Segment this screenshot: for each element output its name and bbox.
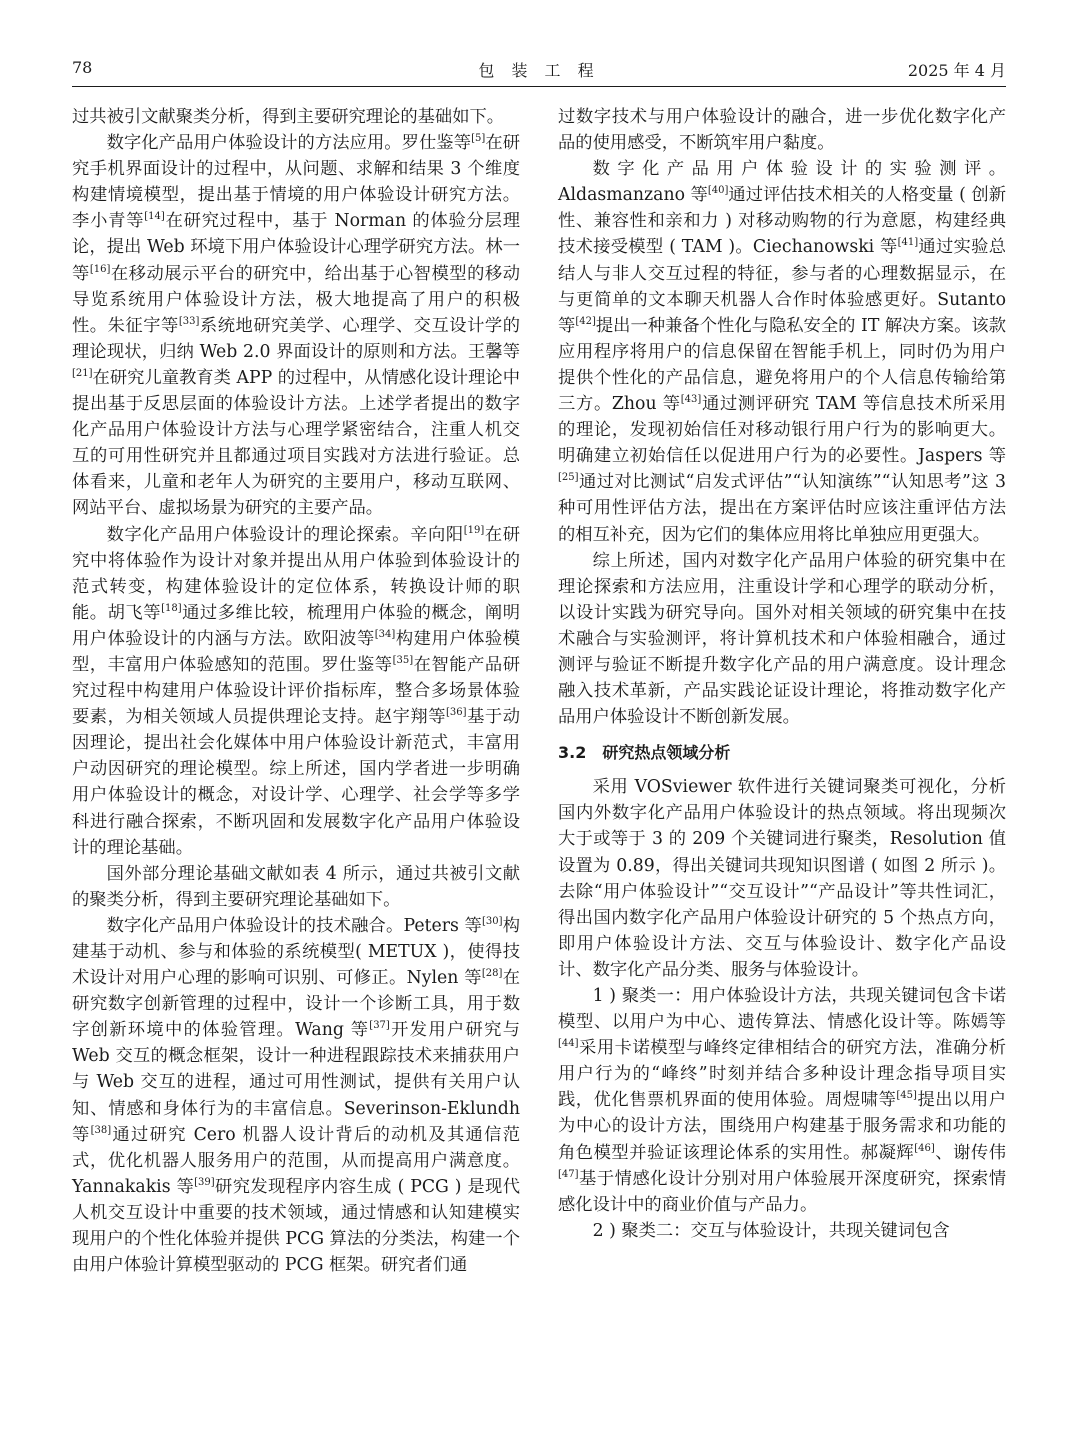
- text-run: 系统地研究美学、心理学、交互设计学的理论现状，归纳 Web 2.0 界面设计的原则和方法。王馨等: [72, 315, 520, 362]
- text-run: 在研究数字创新管理的过程中，设计一个诊断工具，用于数字创新环境中的体验管理。Wang 等: [72, 968, 520, 1041]
- citation: [16]: [89, 263, 111, 275]
- issue-date: 2025 年 4 月: [907, 61, 1006, 80]
- text-run: 数字化产品用户体验设计的实验测评。Aldasmanzano 等: [558, 159, 1006, 206]
- text-run: 基于情感化设计分别对用户体验展开深度研究，探索情感化设计中的商业价值与产品力。: [558, 1168, 1006, 1215]
- citation: [43]: [680, 394, 702, 406]
- text-run: 数字化产品用户体验设计的方法应用。罗仕鉴等: [106, 133, 472, 154]
- text-run: 在移动展示平台的研究中，给出基于心智模型的移动导览系统用户体验设计方法，极大地提高了用户的积极性。朱征宇等: [72, 263, 520, 336]
- citation: [18]: [161, 602, 182, 614]
- citation: [39]: [194, 1176, 215, 1188]
- left-column: [72, 104, 520, 1278]
- text-run: 开发用户研究与 Web 交互的概念框架，设计一种进程跟踪技术来捕获用户与 Web 交互的进程，通过可用性测试，提供有关用户认知、情感和身体行为的丰富信息。Severinson-Eklundh 等: [72, 1020, 520, 1145]
- header-rule: [72, 86, 1006, 87]
- citation: [38]: [90, 1124, 112, 1136]
- paragraph: 国外部分理论基础文献如表 4 所示，通过共被引文献的聚类分析，得到主要研究理论基础如下。: [72, 863, 520, 910]
- citation: [41]: [897, 237, 919, 249]
- citation: [42]: [575, 315, 596, 327]
- text-run: 通过测评研究 TAM 等信息技术所采用的理论，发现初始信任对移动银行用户行为的影响更大。明确建立初始信任以促进用户行为的必要性。Jaspers 等: [558, 394, 1006, 467]
- text-run: 采用卡诺模型与峰终定律相结合的研究方法，准确分析用户行为的“峰终”时刻并结合多种设计理念指导项目实践，优化售票机界面的使用体验。周煜啸等: [558, 1038, 1006, 1111]
- text-run: 构建基于动机、参与和体验的系统模型( METUX )，使得技术设计对用户心理的影响可识别、可修正。Nylen 等: [72, 915, 520, 989]
- text-run: 在研究中将体验作为设计对象并提出从用户体验到体验设计的范式转变，构建体验设计的定位体系，转换设计师的职能。胡飞等: [72, 524, 520, 623]
- citation: [19]: [463, 524, 485, 536]
- text-run: 在研究手机界面设计的过程中，从问题、求解和结果 3 个维度构建情境模型，提出基于情境的用户体验设计研究方法。李小青等: [72, 133, 520, 232]
- citation: [37]: [369, 1020, 390, 1032]
- citation: [47]: [558, 1168, 579, 1180]
- right-column: [558, 104, 1006, 1244]
- section-heading: 3.2 研究热点领域分析: [558, 743, 731, 763]
- citation: [14]: [144, 211, 165, 223]
- paragraph: 采用 VOSviewer 软件进行关键词聚类可视化，分析国内外数字化产品用户体验设计的热点领域。将出现频次大于或等于 3 的 209 个关键词进行聚类，Resolution 值设置为 0.89，得出关键词共现知识图谱 ( 如图 2 所示 )。去除“用户体验设计”“交互设计”“产品设计”等共性词汇，得出国内数字化产品用户体验设计研究的 5 个热点方向，即用户体验设计方法、交互与体验设计、数字化产品设计、数字化产品分类、服务与体验设计。: [558, 777, 1006, 980]
- citation: [28]: [481, 968, 503, 980]
- text-run: 在研究过程中，基于 Norman 的体验分层理论，提出 Web 环境下用户体验设计心理学研究方法。林一等: [72, 211, 520, 284]
- citation: [36]: [446, 707, 467, 719]
- text-run: 通过研究 Cero 机器人设计背后的动机及其通信范式，优化机器人服务用户的范围，从而提高用户满意度。Yannakakis 等: [72, 1124, 520, 1197]
- citation: [25]: [558, 472, 579, 484]
- citation: [44]: [558, 1038, 579, 1050]
- text-run: 提出以用户为中心的设计方法，围绕用户构建基于服务需求和功能的角色模型并验证该理论体系的实用性。郝凝辉: [558, 1090, 1006, 1163]
- text-run: 通过评估技术相关的人格变量 ( 创新性、兼容性和亲和力 ) 对移动购物的行为意愿，构建经典技术接受模型 ( TAM )。Ciechanowski 等: [558, 185, 1006, 258]
- page-number: 78: [72, 58, 93, 77]
- citation: [5]: [471, 133, 486, 145]
- text-run: 数字化产品用户体验设计的理论探索。辛向阳: [106, 524, 464, 545]
- citation: [46]: [914, 1142, 935, 1154]
- text-run: 提出一种兼备个性化与隐私安全的 IT 解决方案。该款应用程序将用户的信息保留在智能手机上，同时仍为用户提供个性化的产品信息，避免将用户的个人信息传输给第三方。Zhou 等: [558, 315, 1006, 415]
- citation: [45]: [896, 1090, 917, 1102]
- citation: [40]: [707, 185, 729, 197]
- paragraph: 过共被引文献聚类分析，得到主要研究理论的基础如下。: [72, 107, 505, 127]
- journal-title: 包 装 工 程: [478, 61, 600, 80]
- paragraph: [72, 522, 520, 861]
- citation: [35]: [392, 654, 414, 666]
- paragraph: [72, 130, 520, 521]
- citation: [34]: [374, 628, 396, 640]
- text-run: 研究发现程序内容生成 ( PCG ) 是现代人机交互设计中重要的技术领域，通过情感和认知建模实现用户的个性化体验并提供 PCG 算法的分类法，构建一个由用户体验计算模型驱动的 PCG 框架。研究者们通: [72, 1176, 520, 1276]
- paragraph: [72, 913, 520, 1278]
- text-run: 基于动因理论，提出社会化媒体中用户体验设计新范式，丰富用户动因研究的理论模型。综上所述，国内学者进一步明确用户体验设计的概念，对设计学、心理学、社会学等多学科进行融合探索，不断巩固和发展数字化产品用户体验设计的理论基础。: [72, 707, 520, 858]
- paragraph: 过数字技术与用户体验设计的融合，进一步优化数字化产品的使用感受，不断筑牢用户黏度。: [558, 107, 1006, 154]
- text-run: 构建用户体验模型，丰富用户体验感知的范围。罗仕鉴等: [72, 628, 520, 675]
- citation: [30]: [482, 915, 503, 927]
- paragraph: [558, 983, 1006, 1218]
- text-run: 通过实验总结人与非人交互过程的特征，参与者的心理数据显示，在与更简单的文本聊天机器人合作时体验感更好。Sutanto 等: [558, 237, 1006, 336]
- text-run: 、谢传伟: [934, 1142, 1006, 1163]
- text-run: 通过对比测试“启发式评估”“认知演练”“认知思考”这 3 种可用性评估方法，提出在方案评估时应该注重评估方法的相互补充，因为它们的集体应用将比单独应用更强大。: [558, 472, 1006, 545]
- text-run: 通过多维比较，梳理用户体验的概念，阐明用户体验设计的内涵与方法。欧阳波等: [72, 602, 520, 649]
- paragraph: 2 ) 聚类二：交互与体验设计，共现关键词包含: [592, 1220, 950, 1241]
- citation: [33]: [178, 315, 200, 327]
- paragraph: 综上所述，国内对数字化产品用户体验的研究集中在理论探索和方法应用，注重设计学和心理学的联动分析，以设计实践为研究导向。国外对相关领域的研究集中在技术融合与实验测评，将计算机技术和户体验相融合，通过测评与验证不断提升数字化产品的用户满意度。设计理念融入技术革新，产品实践论证设计理论，将推动数字化产品用户体验设计不断创新发展。: [558, 550, 1006, 728]
- paragraph: [558, 156, 1006, 547]
- text-run: 数字化产品用户体验设计的技术融合。Peters 等: [106, 915, 482, 936]
- text-run: 在研究儿童教育类 APP 的过程中，从情感化设计理论中提出基于反思层面的体验设计方法。上述学者提出的数字化产品用户体验设计方法与心理学紧密结合，注重人机交互的可用性研究并且都通过项目实践对方法进行验证。总体看来，儿童和老年人为研究的主要用户，移动互联网、网站平台、虚拟场景为研究的主要产品。: [72, 367, 520, 519]
- text-run: 1 ) 聚类一：用户体验设计方法，共现关键词包含卡诺模型、以用户为中心、遗传算法、情感化设计等。陈嫣等: [558, 986, 1006, 1033]
- text-run: 在智能产品研究过程中构建用户体验设计评价指标库，整合多场景体验要素，为相关领域人员提供理论支持。赵宇翔等: [72, 654, 520, 728]
- citation: [21]: [72, 367, 93, 379]
